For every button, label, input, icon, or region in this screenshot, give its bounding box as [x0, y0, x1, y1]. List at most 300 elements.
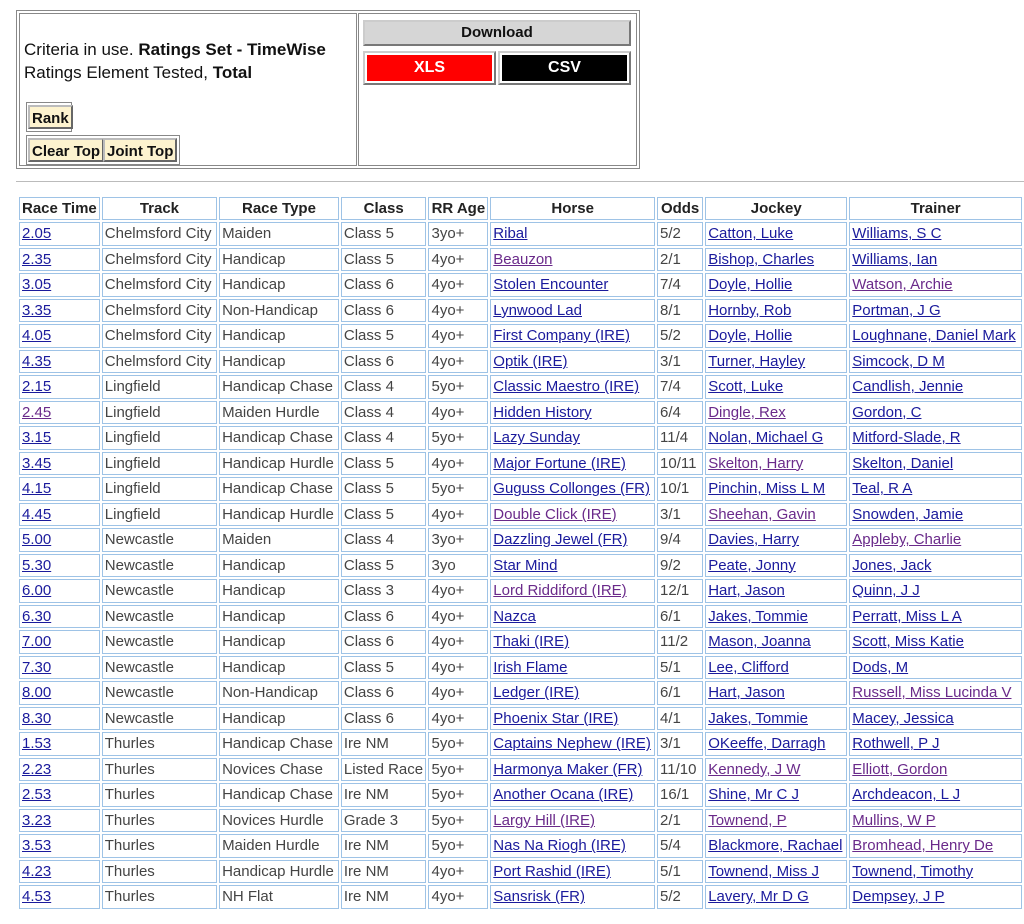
- horse-link[interactable]: Phoenix Star (IRE): [493, 709, 619, 727]
- jockey-link[interactable]: Townend, P: [708, 811, 787, 829]
- table-row: [19, 426, 1022, 450]
- race-time-link[interactable]: 5.00: [22, 531, 52, 549]
- trainer-link[interactable]: Townend, Timothy: [852, 862, 974, 880]
- race-type-cell: Novices Chase: [219, 758, 339, 782]
- race-time-link[interactable]: 2.53: [22, 786, 52, 804]
- odds-cell: 7/4: [657, 375, 703, 399]
- horse-cell: [490, 809, 655, 833]
- race-type-cell: Handicap: [219, 324, 339, 348]
- race-time-link[interactable]: 8.00: [22, 684, 52, 702]
- trainer-link[interactable]: Appleby, Charlie: [852, 531, 962, 549]
- trainer-cell: [849, 350, 1022, 374]
- trainer-cell: [849, 809, 1022, 833]
- track-cell: Chelmsford City: [102, 248, 217, 272]
- header-jockey[interactable]: Jockey: [705, 197, 847, 220]
- table-row: [19, 681, 1022, 705]
- horse-cell: [490, 579, 655, 603]
- race-type-cell: Maiden Hurdle: [219, 401, 339, 425]
- trainer-link[interactable]: Scott, Miss Katie: [852, 633, 964, 651]
- class-cell: Class 6: [341, 605, 427, 629]
- jockey-cell: [705, 885, 847, 909]
- trainer-cell: [849, 681, 1022, 705]
- age-cell: 4yo+: [428, 656, 488, 680]
- trainer-cell: [849, 477, 1022, 501]
- jockey-cell: [705, 860, 847, 884]
- jockey-link[interactable]: Lavery, Mr D G: [708, 888, 809, 906]
- horse-link[interactable]: Captains Nephew (IRE): [493, 735, 651, 753]
- trainer-cell: [849, 758, 1022, 782]
- race-type-cell: Handicap Hurdle: [219, 503, 339, 527]
- horse-cell: [490, 783, 655, 807]
- trainer-cell: [849, 452, 1022, 476]
- race-time-cell: [19, 758, 100, 782]
- class-cell: Ire NM: [341, 885, 427, 909]
- horse-link[interactable]: Stolen Encounter: [493, 276, 609, 294]
- race-type-cell: Handicap Chase: [219, 732, 339, 756]
- jockey-cell: [705, 554, 847, 578]
- odds-cell: 9/4: [657, 528, 703, 552]
- race-type-cell: Handicap: [219, 350, 339, 374]
- joint-top-button[interactable]: Joint Top: [103, 138, 177, 162]
- jockey-link[interactable]: Shine, Mr C J: [708, 786, 800, 804]
- jockey-cell: [705, 477, 847, 501]
- race-time-link[interactable]: 3.15: [22, 429, 52, 447]
- table-row: [19, 860, 1022, 884]
- jockey-cell: [705, 426, 847, 450]
- race-time-link[interactable]: 7.00: [22, 633, 52, 651]
- trainer-link[interactable]: Williams, Ian: [852, 250, 938, 268]
- age-cell: 4yo+: [428, 579, 488, 603]
- race-time-link[interactable]: 4.53: [22, 888, 52, 906]
- age-cell: 4yo+: [428, 503, 488, 527]
- race-time-cell: [19, 732, 100, 756]
- race-time-cell: [19, 452, 100, 476]
- jockey-cell: [705, 299, 847, 323]
- table-row: [19, 401, 1022, 425]
- jockey-link[interactable]: Sheehan, Gavin: [708, 505, 816, 523]
- trainer-link[interactable]: Skelton, Daniel: [852, 454, 954, 472]
- jockey-cell: [705, 350, 847, 374]
- race-time-link[interactable]: 3.05: [22, 276, 52, 294]
- age-cell: 3yo: [428, 554, 488, 578]
- horse-cell: [490, 248, 655, 272]
- race-type-cell: Handicap: [219, 248, 339, 272]
- horse-link[interactable]: Lynwood Lad: [493, 301, 582, 319]
- race-time-cell: [19, 809, 100, 833]
- jockey-cell: [705, 758, 847, 782]
- age-cell: 5yo+: [428, 834, 488, 858]
- horse-link[interactable]: Dazzling Jewel (FR): [493, 531, 628, 549]
- jockey-cell: [705, 222, 847, 246]
- horse-cell: [490, 605, 655, 629]
- horse-cell: [490, 273, 655, 297]
- trainer-cell: [849, 528, 1022, 552]
- jockey-cell: [705, 579, 847, 603]
- jockey-link[interactable]: Catton, Luke: [708, 225, 794, 243]
- race-time-link[interactable]: 2.35: [22, 250, 52, 268]
- class-cell: Ire NM: [341, 732, 427, 756]
- jockey-cell: [705, 324, 847, 348]
- xls-download-button[interactable]: XLS: [367, 55, 492, 81]
- table-row: [19, 707, 1022, 731]
- race-time-cell: [19, 350, 100, 374]
- trainer-link[interactable]: Candlish, Jennie: [852, 378, 964, 396]
- table-row: [19, 732, 1022, 756]
- race-time-link[interactable]: 3.45: [22, 454, 52, 472]
- odds-cell: 6/4: [657, 401, 703, 425]
- table-row: [19, 528, 1022, 552]
- table-row: [19, 554, 1022, 578]
- track-cell: Lingfield: [102, 503, 217, 527]
- jockey-link[interactable]: Pinchin, Miss L M: [708, 480, 826, 498]
- table-row: [19, 375, 1022, 399]
- horse-cell: [490, 707, 655, 731]
- jockey-cell: [705, 809, 847, 833]
- race-time-cell: [19, 375, 100, 399]
- horse-link[interactable]: Nazca: [493, 607, 536, 625]
- csv-button-frame: [498, 51, 631, 85]
- race-time-link[interactable]: 2.05: [22, 225, 52, 243]
- criteria-element: Total: [212, 63, 253, 82]
- horse-link[interactable]: Port Rashid (IRE): [493, 862, 611, 880]
- track-cell: Newcastle: [102, 554, 217, 578]
- class-cell: Class 5: [341, 324, 427, 348]
- jockey-link[interactable]: Scott, Luke: [708, 378, 784, 396]
- trainer-link[interactable]: Snowden, Jamie: [852, 505, 964, 523]
- trainer-link[interactable]: Teal, R A: [852, 480, 913, 498]
- criteria-ratings-set: Ratings Set - TimeWise: [138, 40, 326, 59]
- jockey-link[interactable]: Hart, Jason: [708, 582, 785, 600]
- odds-cell: 11/10: [657, 758, 703, 782]
- trainer-cell: [849, 248, 1022, 272]
- race-time-link[interactable]: 4.35: [22, 352, 52, 370]
- class-cell: Class 4: [341, 401, 427, 425]
- jockey-cell: [705, 452, 847, 476]
- race-type-cell: Handicap Chase: [219, 375, 339, 399]
- race-type-cell: Handicap Chase: [219, 477, 339, 501]
- trainer-link[interactable]: Portman, J G: [852, 301, 941, 319]
- table-row: [19, 273, 1022, 297]
- horse-link[interactable]: Lord Riddiford (IRE): [493, 582, 627, 600]
- horse-link[interactable]: Optik (IRE): [493, 352, 568, 370]
- horse-cell: [490, 860, 655, 884]
- race-time-link[interactable]: 5.30: [22, 556, 52, 574]
- horse-link[interactable]: Largy Hill (IRE): [493, 811, 595, 829]
- race-type-cell: Handicap Hurdle: [219, 452, 339, 476]
- table-row: [19, 783, 1022, 807]
- race-time-link[interactable]: 1.53: [22, 735, 52, 753]
- race-time-cell: [19, 426, 100, 450]
- trainer-link[interactable]: Jones, Jack: [852, 556, 932, 574]
- race-type-cell: Novices Hurdle: [219, 809, 339, 833]
- age-cell: 5yo+: [428, 375, 488, 399]
- horse-cell: [490, 528, 655, 552]
- race-time-cell: [19, 222, 100, 246]
- horse-link[interactable]: Classic Maestro (IRE): [493, 378, 640, 396]
- odds-cell: 7/4: [657, 273, 703, 297]
- table-row: [19, 222, 1022, 246]
- horse-link[interactable]: Sansrisk (FR): [493, 888, 585, 906]
- class-cell: Ire NM: [341, 860, 427, 884]
- jockey-link[interactable]: Hornby, Rob: [708, 301, 792, 319]
- trainer-link[interactable]: Dempsey, J P: [852, 888, 945, 906]
- csv-download-button[interactable]: CSV: [502, 55, 627, 81]
- race-time-link[interactable]: 4.05: [22, 327, 52, 345]
- jockey-link[interactable]: Skelton, Harry: [708, 454, 804, 472]
- trainer-cell: [849, 630, 1022, 654]
- xls-button-frame: [363, 51, 496, 85]
- race-time-cell: [19, 834, 100, 858]
- trainer-link[interactable]: Watson, Archie: [852, 276, 953, 294]
- jockey-link[interactable]: Jakes, Tommie: [708, 607, 808, 625]
- age-cell: 4yo+: [428, 707, 488, 731]
- table-row: [19, 248, 1022, 272]
- track-cell: Thurles: [102, 834, 217, 858]
- race-type-cell: Handicap: [219, 273, 339, 297]
- track-cell: Newcastle: [102, 681, 217, 705]
- trainer-link[interactable]: Quinn, J J: [852, 582, 920, 600]
- header-rr-age[interactable]: RR Age: [428, 197, 488, 220]
- odds-cell: 4/1: [657, 707, 703, 731]
- race-time-link[interactable]: 3.53: [22, 837, 52, 855]
- odds-cell: 6/1: [657, 605, 703, 629]
- track-cell: Chelmsford City: [102, 324, 217, 348]
- table-row: [19, 477, 1022, 501]
- clear-top-button[interactable]: Clear Top: [28, 138, 104, 162]
- horse-link[interactable]: First Company (IRE): [493, 327, 630, 345]
- track-cell: Lingfield: [102, 426, 217, 450]
- race-time-cell: [19, 477, 100, 501]
- jockey-link[interactable]: Turner, Hayley: [708, 352, 806, 370]
- divider: [16, 181, 1024, 182]
- horse-cell: [490, 732, 655, 756]
- header-track[interactable]: Track: [102, 197, 217, 220]
- jockey-link[interactable]: OKeeffe, Darragh: [708, 735, 826, 753]
- odds-cell: 3/1: [657, 732, 703, 756]
- horse-cell: [490, 681, 655, 705]
- age-cell: 4yo+: [428, 401, 488, 425]
- jockey-cell: [705, 273, 847, 297]
- jockey-link[interactable]: Mason, Joanna: [708, 633, 811, 651]
- race-time-link[interactable]: 7.30: [22, 658, 52, 676]
- race-time-link[interactable]: 8.30: [22, 709, 52, 727]
- jockey-cell: [705, 248, 847, 272]
- class-cell: Class 6: [341, 630, 427, 654]
- odds-cell: 2/1: [657, 809, 703, 833]
- race-time-link[interactable]: 4.23: [22, 862, 52, 880]
- trainer-link[interactable]: Gordon, C: [852, 403, 922, 421]
- race-time-link[interactable]: 2.15: [22, 378, 52, 396]
- race-type-cell: Maiden Hurdle: [219, 834, 339, 858]
- jockey-cell: [705, 656, 847, 680]
- age-cell: 4yo+: [428, 299, 488, 323]
- jockey-cell: [705, 707, 847, 731]
- table-row: [19, 299, 1022, 323]
- age-cell: 4yo+: [428, 605, 488, 629]
- jockey-cell: [705, 681, 847, 705]
- age-cell: 4yo+: [428, 350, 488, 374]
- horse-cell: [490, 324, 655, 348]
- horse-link[interactable]: Beauzon: [493, 250, 553, 268]
- horse-link[interactable]: Lazy Sunday: [493, 429, 581, 447]
- header-horse[interactable]: Horse: [490, 197, 655, 220]
- jockey-link[interactable]: Davies, Harry: [708, 531, 800, 549]
- jockey-link[interactable]: Hart, Jason: [708, 684, 785, 702]
- horse-cell: [490, 222, 655, 246]
- odds-cell: 5/1: [657, 656, 703, 680]
- trainer-link[interactable]: Mitford-Slade, R: [852, 429, 961, 447]
- jockey-link[interactable]: Jakes, Tommie: [708, 709, 808, 727]
- jockey-link[interactable]: Lee, Clifford: [708, 658, 789, 676]
- race-type-cell: Handicap: [219, 579, 339, 603]
- odds-cell: 10/11: [657, 452, 703, 476]
- race-time-cell: [19, 783, 100, 807]
- age-cell: 5yo+: [428, 477, 488, 501]
- track-cell: Thurles: [102, 732, 217, 756]
- race-time-link[interactable]: 3.23: [22, 811, 52, 829]
- jockey-link[interactable]: Doyle, Hollie: [708, 276, 793, 294]
- header-odds[interactable]: Odds: [657, 197, 703, 220]
- rank-button[interactable]: Rank: [28, 105, 73, 129]
- odds-cell: 9/2: [657, 554, 703, 578]
- trainer-cell: [849, 732, 1022, 756]
- race-time-link[interactable]: 4.45: [22, 505, 52, 523]
- race-table: [17, 195, 1024, 911]
- odds-cell: 11/2: [657, 630, 703, 654]
- race-time-cell: [19, 579, 100, 603]
- horse-link[interactable]: Guguss Collonges (FR): [493, 480, 651, 498]
- jockey-cell: [705, 834, 847, 858]
- age-cell: 4yo+: [428, 452, 488, 476]
- header-race-type[interactable]: Race Type: [219, 197, 339, 220]
- horse-link[interactable]: Ledger (IRE): [493, 684, 580, 702]
- trainer-link[interactable]: Archdeacon, L J: [852, 786, 961, 804]
- odds-cell: 5/1: [657, 860, 703, 884]
- trainer-link[interactable]: Simcock, D M: [852, 352, 945, 370]
- trainer-link[interactable]: Rothwell, P J: [852, 735, 940, 753]
- trainer-link[interactable]: Mullins, W P: [852, 811, 936, 829]
- race-time-link[interactable]: 6.00: [22, 582, 52, 600]
- download-title: Download: [363, 20, 631, 46]
- trainer-link[interactable]: Macey, Jessica: [852, 709, 954, 727]
- age-cell: 3yo+: [428, 528, 488, 552]
- trainer-cell: [849, 656, 1022, 680]
- jockey-link[interactable]: Townend, Miss J: [708, 862, 820, 880]
- trainer-link[interactable]: Perratt, Miss L A: [852, 607, 962, 625]
- track-cell: Thurles: [102, 758, 217, 782]
- race-time-cell: [19, 554, 100, 578]
- criteria-text: [24, 38, 326, 84]
- trainer-link[interactable]: Loughnane, Daniel Mark: [852, 327, 1016, 345]
- trainer-link[interactable]: Williams, S C: [852, 225, 942, 243]
- race-time-link[interactable]: 2.45: [22, 403, 52, 421]
- horse-cell: [490, 656, 655, 680]
- trainer-cell: [849, 222, 1022, 246]
- track-cell: Chelmsford City: [102, 273, 217, 297]
- jockey-link[interactable]: Kennedy, J W: [708, 760, 801, 778]
- horse-link[interactable]: Another Ocana (IRE): [493, 786, 634, 804]
- trainer-link[interactable]: Russell, Miss Lucinda V: [852, 684, 1012, 702]
- jockey-link[interactable]: Nolan, Michael G: [708, 429, 824, 447]
- table-row: [19, 809, 1022, 833]
- age-cell: 5yo+: [428, 426, 488, 450]
- jockey-link[interactable]: Blackmore, Rachael: [708, 837, 843, 855]
- jockey-link[interactable]: Bishop, Charles: [708, 250, 815, 268]
- header-race-time[interactable]: Race Time: [19, 197, 100, 220]
- age-cell: 5yo+: [428, 732, 488, 756]
- class-cell: Class 4: [341, 375, 427, 399]
- jockey-link[interactable]: Peate, Jonny: [708, 556, 796, 574]
- class-cell: Class 5: [341, 656, 427, 680]
- class-cell: Class 5: [341, 452, 427, 476]
- horse-cell: [490, 758, 655, 782]
- race-time-link[interactable]: 3.35: [22, 301, 52, 319]
- horse-link[interactable]: Harmonya Maker (FR): [493, 760, 643, 778]
- trainer-link[interactable]: Elliott, Gordon: [852, 760, 948, 778]
- class-cell: Class 6: [341, 350, 427, 374]
- odds-cell: 10/1: [657, 477, 703, 501]
- header-trainer[interactable]: Trainer: [849, 197, 1022, 220]
- track-cell: Lingfield: [102, 375, 217, 399]
- trainer-cell: [849, 605, 1022, 629]
- trainer-cell: [849, 503, 1022, 527]
- race-time-link[interactable]: 4.15: [22, 480, 52, 498]
- jockey-link[interactable]: Doyle, Hollie: [708, 327, 793, 345]
- race-time-cell: [19, 273, 100, 297]
- age-cell: 4yo+: [428, 273, 488, 297]
- trainer-link[interactable]: Dods, M: [852, 658, 909, 676]
- age-cell: 5yo+: [428, 783, 488, 807]
- table-row: [19, 758, 1022, 782]
- header-class[interactable]: Class: [341, 197, 427, 220]
- trainer-link[interactable]: Bromhead, Henry De: [852, 837, 994, 855]
- odds-cell: 5/2: [657, 324, 703, 348]
- class-cell: Ire NM: [341, 783, 427, 807]
- race-time-cell: [19, 503, 100, 527]
- horse-cell: [490, 834, 655, 858]
- class-cell: Class 6: [341, 273, 427, 297]
- class-cell: Class 5: [341, 248, 427, 272]
- trainer-cell: [849, 834, 1022, 858]
- race-type-cell: Handicap: [219, 605, 339, 629]
- class-cell: Grade 3: [341, 809, 427, 833]
- odds-cell: 12/1: [657, 579, 703, 603]
- class-cell: Class 5: [341, 477, 427, 501]
- horse-cell: [490, 503, 655, 527]
- horse-link[interactable]: Ribal: [493, 225, 528, 243]
- horse-link[interactable]: Irish Flame: [493, 658, 568, 676]
- jockey-cell: [705, 605, 847, 629]
- trainer-cell: [849, 273, 1022, 297]
- horse-link[interactable]: Nas Na Riogh (IRE): [493, 837, 626, 855]
- race-type-cell: Maiden: [219, 222, 339, 246]
- class-cell: Class 5: [341, 503, 427, 527]
- trainer-cell: [849, 554, 1022, 578]
- class-cell: Ire NM: [341, 834, 427, 858]
- horse-link[interactable]: Double Click (IRE): [493, 505, 617, 523]
- jockey-link[interactable]: Dingle, Rex: [708, 403, 786, 421]
- race-time-link[interactable]: 2.23: [22, 760, 52, 778]
- horse-link[interactable]: Star Mind: [493, 556, 558, 574]
- class-cell: Class 5: [341, 554, 427, 578]
- horse-cell: [490, 452, 655, 476]
- track-cell: Newcastle: [102, 656, 217, 680]
- horse-link[interactable]: Major Fortune (IRE): [493, 454, 626, 472]
- horse-link[interactable]: Hidden History: [493, 403, 592, 421]
- race-time-link[interactable]: 6.30: [22, 607, 52, 625]
- horse-link[interactable]: Thaki (IRE): [493, 633, 570, 651]
- horse-cell: [490, 299, 655, 323]
